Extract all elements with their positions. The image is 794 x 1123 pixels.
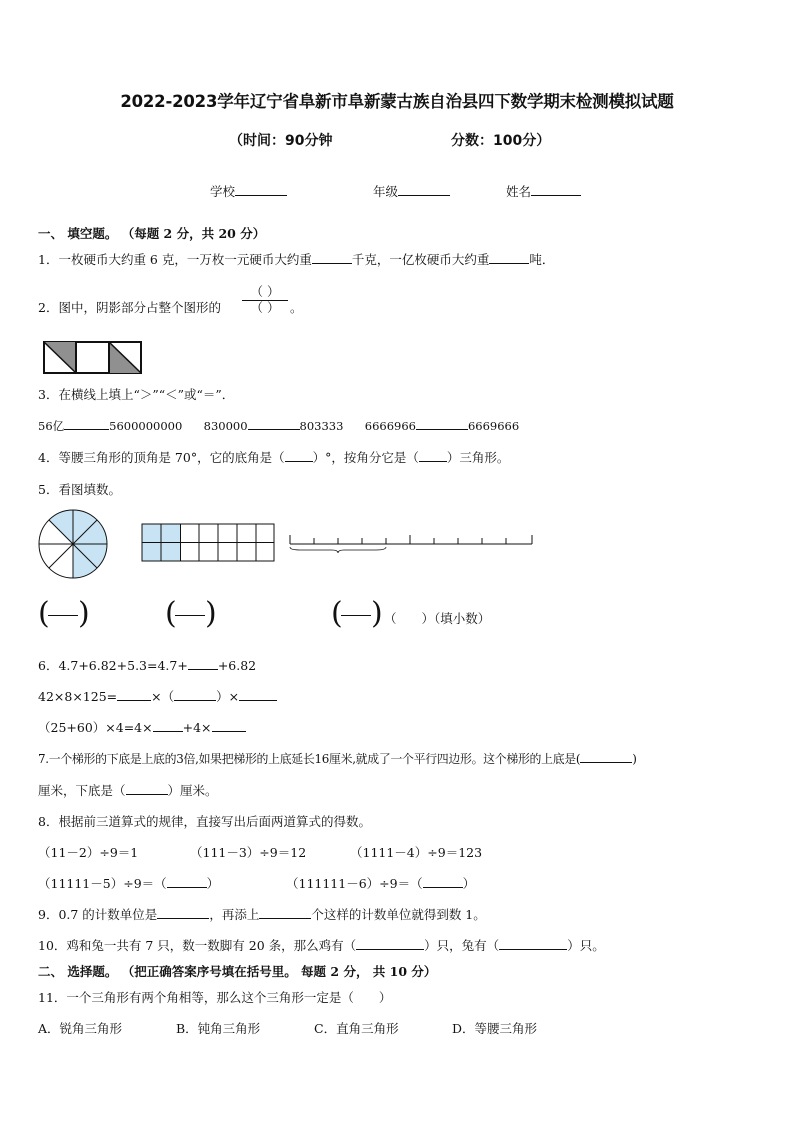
q4-text-b: ）°，按角分它是（ (312, 450, 419, 465)
q2-end: 。 (290, 300, 303, 315)
question-7-line-2 (38, 781, 218, 799)
q5-paren-close-3: ) (371, 596, 383, 631)
q8-expr-5 (286, 874, 475, 892)
q3-right-1: 5600000000 (109, 419, 183, 433)
question-6-line-2 (38, 687, 277, 705)
q5-decimal-answer[interactable]: （ ）（填小数） (384, 611, 491, 626)
q9-text-c: 个这样的计数单位就得到数 1。 (311, 907, 486, 922)
q8-blank-1[interactable] (167, 875, 207, 888)
exam-score: 分数：100分） (451, 133, 551, 149)
question-3: 3．在横线上填上“＞”“＜”或“＝”． (38, 387, 235, 402)
school-label: 学校 (210, 184, 236, 199)
q7-text-a: 7.一个梯形的下底是上底的3倍,如果把梯形的上底延长16厘米,就成了一个平行四边形。这个梯形的上底是( (38, 752, 581, 766)
question-10 (38, 936, 605, 954)
q6-blank-3[interactable] (174, 688, 216, 701)
q8-expr-2: （111－3）÷9＝12 (190, 845, 307, 860)
question-6-line-3 (38, 718, 246, 736)
q11-option-b[interactable]: B．钝角三角形 (176, 1021, 261, 1036)
question-11: 11．一个三角形有两个角相等，那么这个三角形一定是（ ） (38, 990, 392, 1005)
q6-blank-6[interactable] (212, 719, 246, 732)
q11-option-a[interactable]: A．锐角三角形 (38, 1021, 123, 1036)
q6-l3-a: （25+60）×4=4× (38, 720, 153, 735)
question-2-text: 2．图中，阴影部分占整个图形的 (38, 300, 221, 315)
q6-blank-1[interactable] (188, 657, 218, 670)
name-blank[interactable] (531, 183, 581, 196)
q3-left-2: 830000 (203, 419, 248, 433)
question-5: 5．看图填数。 (38, 482, 121, 497)
q4-text-a: 4．等腰三角形的顶角是 70°，它的底角是（ (38, 450, 285, 465)
q10-blank-1[interactable] (356, 937, 424, 950)
q1-text-c: 吨． (529, 252, 555, 267)
q2-denominator: （ ） (250, 300, 280, 315)
q5-paren-close-2: ) (205, 596, 217, 631)
q6-l1-b: +6.82 (217, 658, 257, 673)
question-1 (38, 250, 554, 268)
q5-grid-figure (141, 523, 275, 563)
q9-text-b: ，再添上 (209, 907, 260, 922)
q1-text-b: 千克，一亿枚硬币大约重 (351, 252, 490, 267)
question-9 (38, 905, 486, 923)
q2-figure (43, 341, 143, 375)
q10-text-c: ）只。 (567, 938, 605, 953)
q7-text-d: ）厘米。 (167, 783, 218, 798)
q5-number-line (288, 530, 534, 554)
q10-blank-2[interactable] (499, 937, 567, 950)
grade-label: 年级 (373, 184, 399, 199)
q5-paren-close-1: ) (78, 596, 90, 631)
q7-text-c: 厘米，下底是（ (38, 783, 126, 798)
q9-blank-1[interactable] (157, 906, 209, 919)
q1-blank-2[interactable] (489, 251, 529, 264)
q10-text-b: ）只，兔有（ (424, 938, 500, 953)
q7-text-b: ) (632, 752, 637, 766)
section-2-heading: 二、 选择题。 （把正确答案序号填在括号里。 每题 2 分， 共 10 分） (38, 964, 437, 979)
q3-left-1: 56亿 (38, 419, 65, 433)
grade-field (373, 182, 450, 200)
q6-blank-4[interactable] (239, 688, 277, 701)
q9-blank-2[interactable] (259, 906, 311, 919)
q3-blank-1[interactable] (64, 417, 109, 430)
q5-answer-1[interactable] (38, 594, 90, 638)
q5-pie-figure (37, 508, 109, 580)
q11-option-c[interactable]: C．直角三角形 (314, 1021, 399, 1036)
q8-expr-3: （1111－4）÷9＝123 (350, 845, 483, 860)
school-field (210, 182, 287, 200)
q3-blank-3[interactable] (416, 417, 468, 430)
page-title: 2022-2023学年辽宁省阜新市阜新蒙古族自治县四下数学期末检测模拟试题 (120, 92, 674, 111)
q7-blank-2[interactable] (126, 782, 168, 795)
question-4 (38, 448, 509, 466)
q9-text-a: 9．0.7 的计数单位是 (38, 907, 158, 922)
q4-text-c: ）三角形。 (446, 450, 510, 465)
q8-e5-a: （111111－6）÷9＝（ (286, 876, 423, 891)
q5-paren-open-3: ( (331, 596, 343, 631)
q3-right-3: 6669666 (467, 419, 520, 433)
q8-e5-b: ） (462, 876, 476, 891)
q5-answer-2[interactable] (165, 594, 217, 638)
name-label: 姓名 (506, 184, 532, 199)
q6-blank-2[interactable] (117, 688, 151, 701)
q3-blank-2[interactable] (248, 417, 300, 430)
q6-l3-b: +4× (182, 720, 212, 735)
question-7-line-1 (38, 750, 637, 767)
school-blank[interactable] (235, 183, 287, 196)
exam-time: （时间：90分钟 (229, 133, 333, 149)
q5-paren-open-2: ( (165, 596, 177, 631)
q6-l1-a: 6．4.7+6.82+5.3=4.7+ (38, 658, 188, 673)
q7-blank-1[interactable] (580, 750, 632, 763)
q3-right-2: 803333 (299, 419, 344, 433)
grade-blank[interactable] (398, 183, 450, 196)
q8-e4-a: （11111－5）÷9＝（ (38, 876, 167, 891)
q2-numerator: （ ） (250, 284, 280, 299)
q2-fraction[interactable] (242, 285, 288, 315)
q8-expr-1: （11－2）÷9＝1 (38, 845, 139, 860)
q3-compare-row (38, 417, 519, 434)
q10-text-a: 10．鸡和兔一共有 7 只，数一数脚有 20 条，那么鸡有（ (38, 938, 357, 953)
question-8: 8．根据前三道算式的规律，直接写出后面两道算式的得数。 (38, 814, 371, 829)
section-1-heading: 一、 填空题。 （每题 2 分，共 20 分） (38, 226, 266, 241)
q8-e4-b: ） (206, 876, 220, 891)
q5-answer-3[interactable] (331, 594, 383, 638)
q1-blank-1[interactable] (312, 251, 352, 264)
q8-expr-4 (38, 874, 219, 892)
q4-blank-1[interactable] (285, 449, 313, 462)
q6-blank-5[interactable] (153, 719, 183, 732)
q8-blank-2[interactable] (423, 875, 463, 888)
q11-option-d[interactable]: D．等腰三角形 (452, 1021, 538, 1036)
question-6-line-1 (38, 656, 256, 674)
q6-l2-b: ×（ (151, 689, 175, 704)
q1-text-a: 1．一枚硬币大约重 6 克，一万枚一元硬币大约重 (38, 252, 312, 267)
q4-blank-2[interactable] (419, 449, 447, 462)
q3-left-3: 6666966 (364, 419, 416, 433)
name-field (506, 182, 581, 200)
q5-paren-open-1: ( (38, 596, 50, 631)
q6-l2-a: 42×8×125= (38, 689, 118, 704)
q6-l2-c: ）× (216, 689, 240, 704)
